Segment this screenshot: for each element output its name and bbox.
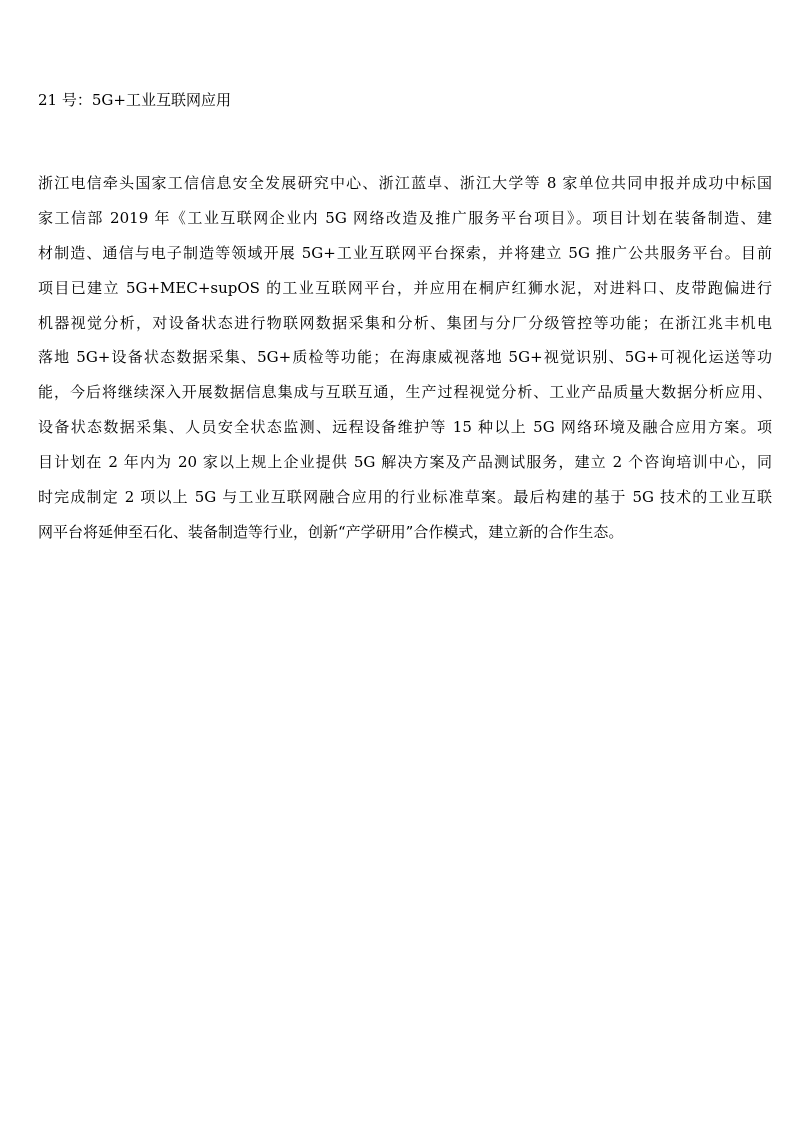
paragraph-line: 落地 5G+设备状态数据采集、5G+质检等功能；在海康威视落地 5G+视觉识别、5G+可视化运送等功	[38, 348, 772, 367]
paragraph-line: 时完成制定 2 项以上 5G 与工业互联网融合应用的行业标准草案。最后构建的基于 5G 技术的工业互联	[38, 488, 772, 507]
paragraph-line: 家工信部 2019 年《工业互联网企业内 5G 网络改造及推广服务平台项目》。项目计划在装备制造、建	[38, 208, 772, 227]
paragraph-line: 能，今后将继续深入开展数据信息集成与互联互通，生产过程视觉分析、工业产品质量大数据分析应用、	[38, 383, 772, 402]
paragraph-line: 目计划在 2 年内为 20 家以上规上企业提供 5G 解决方案及产品测试服务，建立 2 个咨询培训中心，同	[38, 453, 772, 472]
paragraph-line: 项目已建立 5G+MEC+supOS 的工业互联网平台，并应用在桐庐红狮水泥，对进料口、皮带跑偏进行	[38, 278, 772, 297]
paragraph-line: 设备状态数据采集、人员安全状态监测、远程设备维护等 15 种以上 5G 网络环境及融合应用方案。项	[38, 418, 772, 437]
paragraph-line: 浙江电信牵头国家工信信息安全发展研究中心、浙江蓝卓、浙江大学等 8 家单位共同申报并成功中标国	[38, 174, 772, 192]
paragraph-line: 网平台将延伸至石化、装备制造等行业，创新“产学研用”合作模式，建立新的合作生态。	[38, 522, 624, 541]
body-paragraph	[38, 166, 772, 550]
paragraph-line: 机器视觉分析，对设备状态进行物联网数据采集和分析、集团与分厂分级管控等功能；在浙江兆丰机电	[38, 313, 772, 332]
paragraph-line: 材制造、通信与电子制造等领域开展 5G+工业互联网平台探索，并将建立 5G 推广公共服务平台。目前	[38, 243, 772, 262]
section-heading: 21 号：5G+工业互联网应用	[38, 91, 231, 109]
